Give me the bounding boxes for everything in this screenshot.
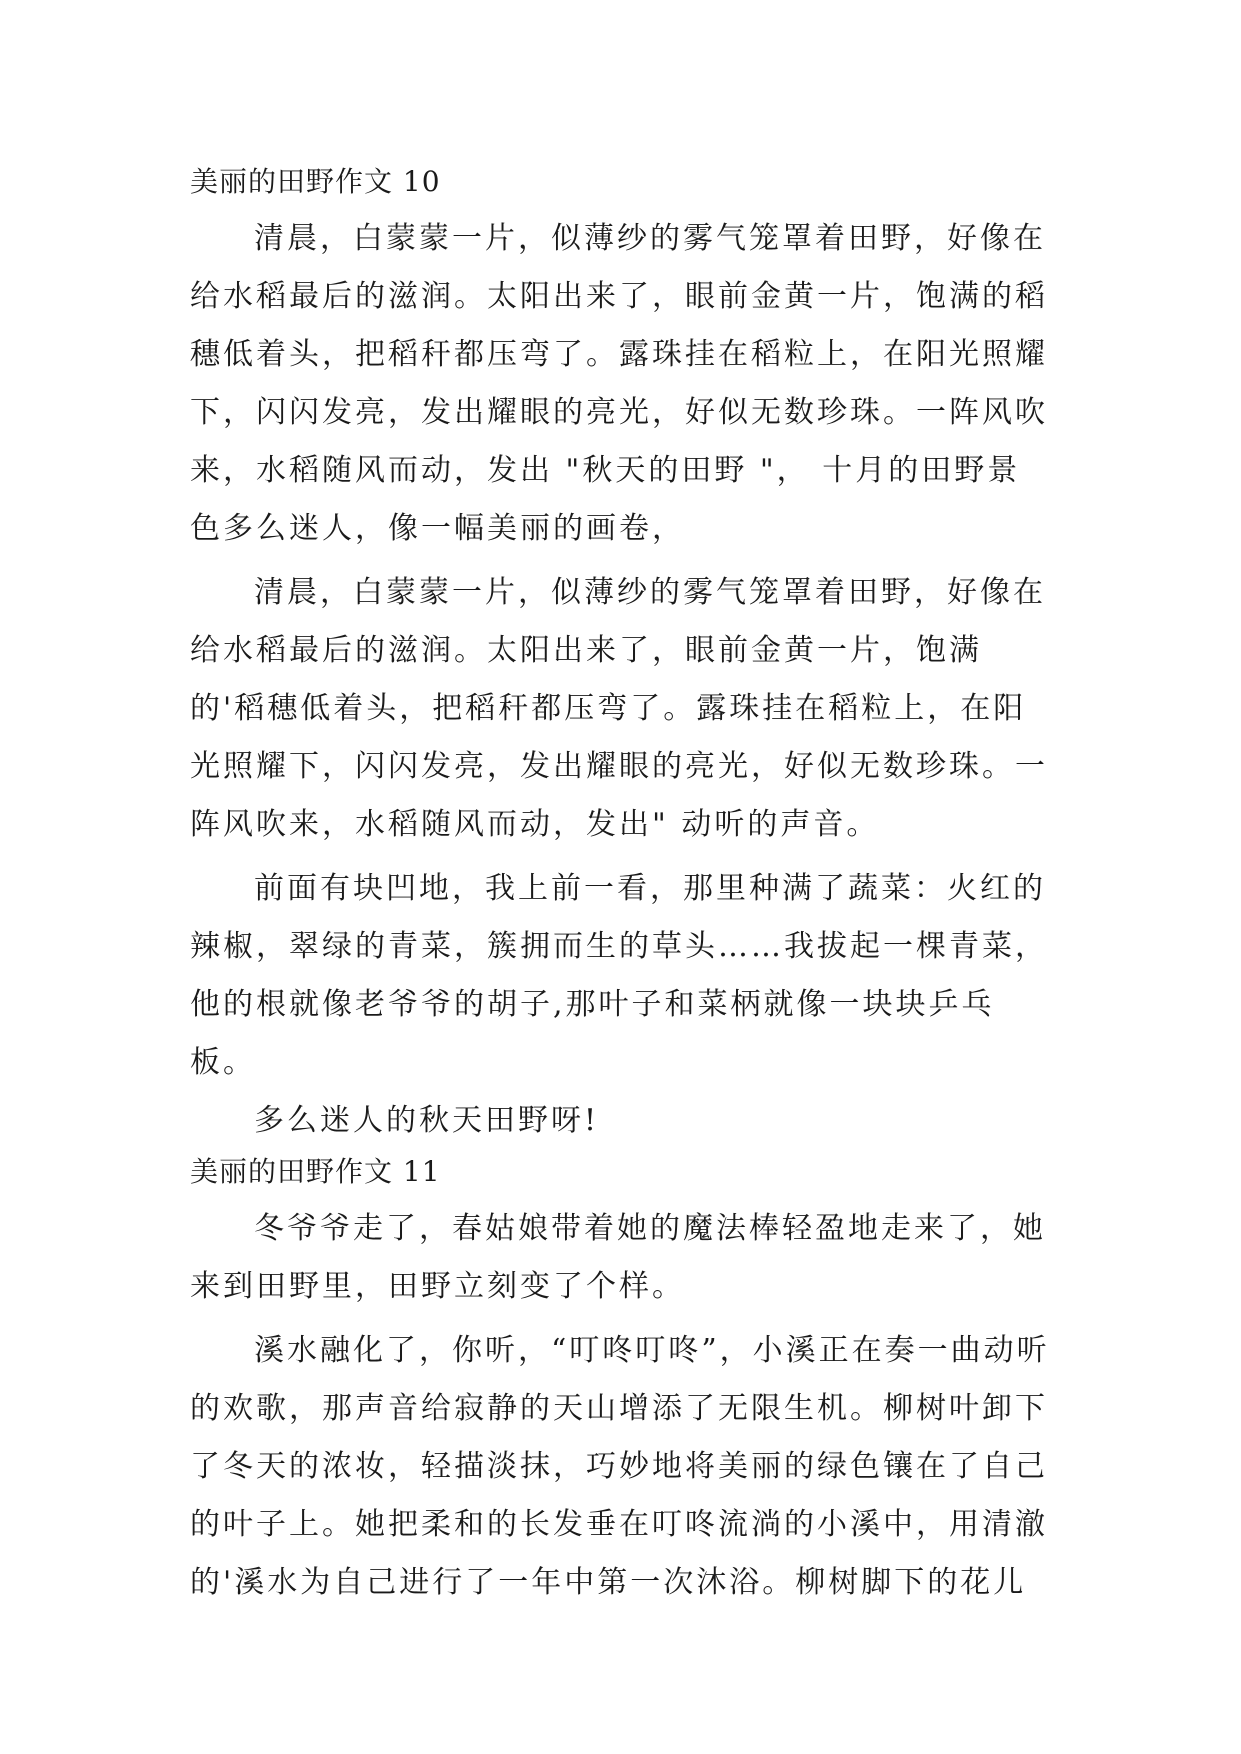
paragraph: 清晨，白蒙蒙一片，似薄纱的雾气笼罩着田野，好像在给水稻最后的滋润。太阳出来了，眼前金黄一片，饱满的稻穗低着头，把稻秆都压弯了。露珠挂在稻粒上，在阳光照耀下，闪闪发亮，发出耀眼的亮光，好似无数珍珠。一阵风吹来，水稻随风而动，发出 "秋天的田野 "， 十月的田野景色多么迷人，像一幅美丽的画卷， <box>190 221 1048 546</box>
paragraph: 冬爷爷走了，春姑娘带着她的魔法棒轻盈地走来了，她来到田野里，田野立刻变了个样。 <box>190 1211 1046 1304</box>
document-body <box>190 160 1050 1612</box>
paragraph: 前面有块凹地，我上前一看，那里种满了蔬菜：火红的辣椒，翠绿的青菜，簇拥而生的草头……我拔起一棵青菜，他的根就像老爷爷的胡子,那叶子和菜柄就像一块块乒乓板。 <box>190 871 1048 1080</box>
section-heading: 美丽的田野作文 11 <box>190 1155 441 1188</box>
paragraph: 溪水融化了，你听，“叮咚叮咚”，小溪正在奏一曲动听的欢歌，那声音给寂静的天山增添了无限生机。柳树叶卸下了冬天的浓妆，轻描淡抹，巧妙地将美丽的绿色镶在了自己的叶子上。她把柔和的长发垂在叮咚流淌的小溪中，用清澈的'溪水为自己进行了一年中第一次沐浴。柳树脚下的花儿 <box>190 1333 1050 1600</box>
paragraph: 多么迷人的秋天田野呀! <box>254 1103 600 1138</box>
paragraph: 清晨，白蒙蒙一片，似薄纱的雾气笼罩着田野，好像在给水稻最后的滋润。太阳出来了，眼前金黄一片，饱满的'稻穗低着头，把稻秆都压弯了。露珠挂在稻粒上，在阳光照耀下，闪闪发亮，发出耀眼的亮光，好似无数珍珠。一阵风吹来，水稻随风而动，发出" 动听的声音。 <box>190 575 1048 842</box>
section-heading: 美丽的田野作文 10 <box>190 165 441 198</box>
